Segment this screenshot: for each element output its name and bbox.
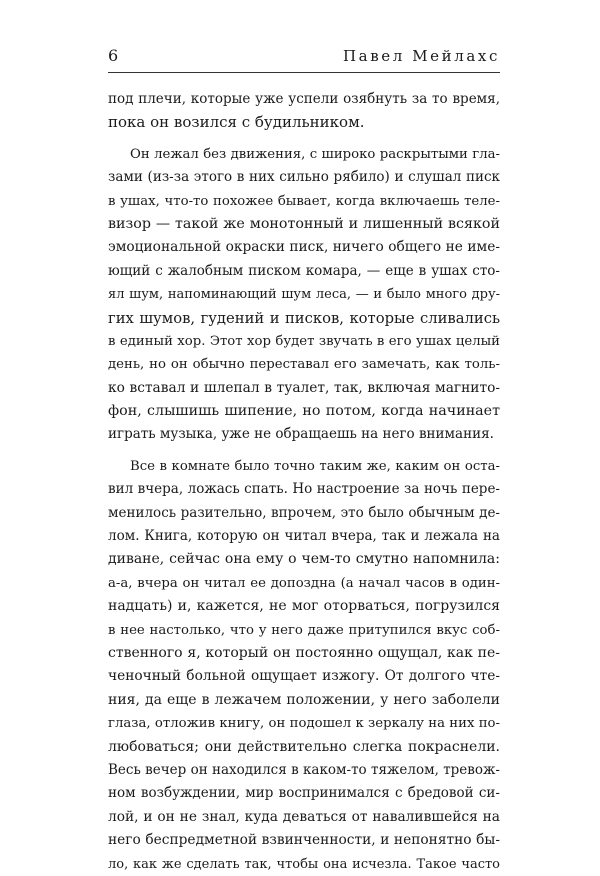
text-line: под плечи, которые уже успели озябнуть за то время,: [108, 91, 500, 107]
page-number: 6: [108, 46, 119, 65]
paragraph-3: [108, 455, 500, 876]
text-line: вил вчера, ложась спать. Но настроение за ночь пере-: [108, 481, 500, 498]
text-line: ло, как же сделать так, чтобы она исчезла. Такое часто: [108, 856, 500, 872]
text-line: Весь вечер он находился в каком-то тяжелом, тревож-: [108, 761, 500, 778]
text-line: Он лежал без движения, с широко раскрытыми гла-: [130, 146, 500, 162]
text-line: ния, да еще в лежачем положении, у него заболели: [108, 691, 500, 708]
text-line: в нее настолько, что у него даже притупился вкус соб-: [108, 622, 500, 638]
text-line: диване, сейчас она ему о чем-то смутно напомнила:: [108, 551, 500, 568]
text-line: ном возбуждении, мир воспринимался с бредовой си-: [108, 785, 500, 802]
text-line: фон, слышишь шипение, но потом, когда начинает: [108, 403, 500, 420]
text-line: ющий с жалобным писком комара, — еще в ушах сто-: [108, 262, 500, 279]
text-line: пока он возился с будильником.: [108, 113, 365, 132]
text-line: визор — такой же монотонный и лишенный всякой: [108, 215, 500, 232]
text-line: ко вставал и шлепал в туалет, так, включая магнито-: [108, 379, 500, 396]
text-line: лой, и он не знал, куда деваться от навалившейся на: [108, 808, 500, 825]
text-line: в ушах, что-то похожее бывает, когда включаешь теле-: [108, 193, 500, 209]
text-line: надцать) и, кажется, не мог оторваться, погрузился: [108, 598, 500, 615]
text-line: ственного я, который он постоянно ощущал, как пе-: [108, 644, 500, 661]
text-line: любоваться; они действительно слегка покраснели.: [108, 738, 500, 755]
running-title-author: Павел Мейлахс: [342, 47, 500, 65]
paragraph-2: [108, 143, 500, 447]
text-line: него беспредметной взвинченности, и непонятно бы-: [108, 832, 500, 849]
text-line: ял шум, напоминающий шум леса, — и было много дру-: [108, 287, 500, 303]
text-line: играть музыка, уже не обращаешь на него внимания.: [108, 426, 494, 443]
text-line: день, но он обычно переставал его замечать, как толь-: [108, 357, 500, 373]
text-line: зами (из-за этого в них сильно рябило) и слушал писк: [108, 169, 500, 186]
text-line: а-а, вчера он читал ее допоздна (а начал часов в один-: [108, 575, 500, 591]
running-head: [108, 44, 500, 68]
text-line: эмоциональной окраски писк, ничего общего не име-: [108, 239, 500, 256]
text-line: глаза, отложив книгу, он подошел к зеркалу на них по-: [108, 716, 500, 732]
text-line: менилось разительно, впрочем, это было обычным де-: [108, 504, 500, 521]
text-line: лом. Книга, которую он читал вчера, так и лежала на: [108, 528, 500, 545]
paragraph-1: [108, 88, 500, 135]
text-line: в единый хор. Этот хор будет звучать в его ушах целый: [108, 333, 500, 349]
text-line: Все в комнате было точно таким же, каким он оста-: [130, 458, 500, 474]
text-line: ченочный больной ощущает изжогу. От долгого чте-: [108, 668, 500, 685]
body-text: [108, 88, 500, 876]
header-rule: [108, 72, 500, 73]
text-line: гих шумов, гудений и писков, которые сливались: [108, 309, 500, 327]
